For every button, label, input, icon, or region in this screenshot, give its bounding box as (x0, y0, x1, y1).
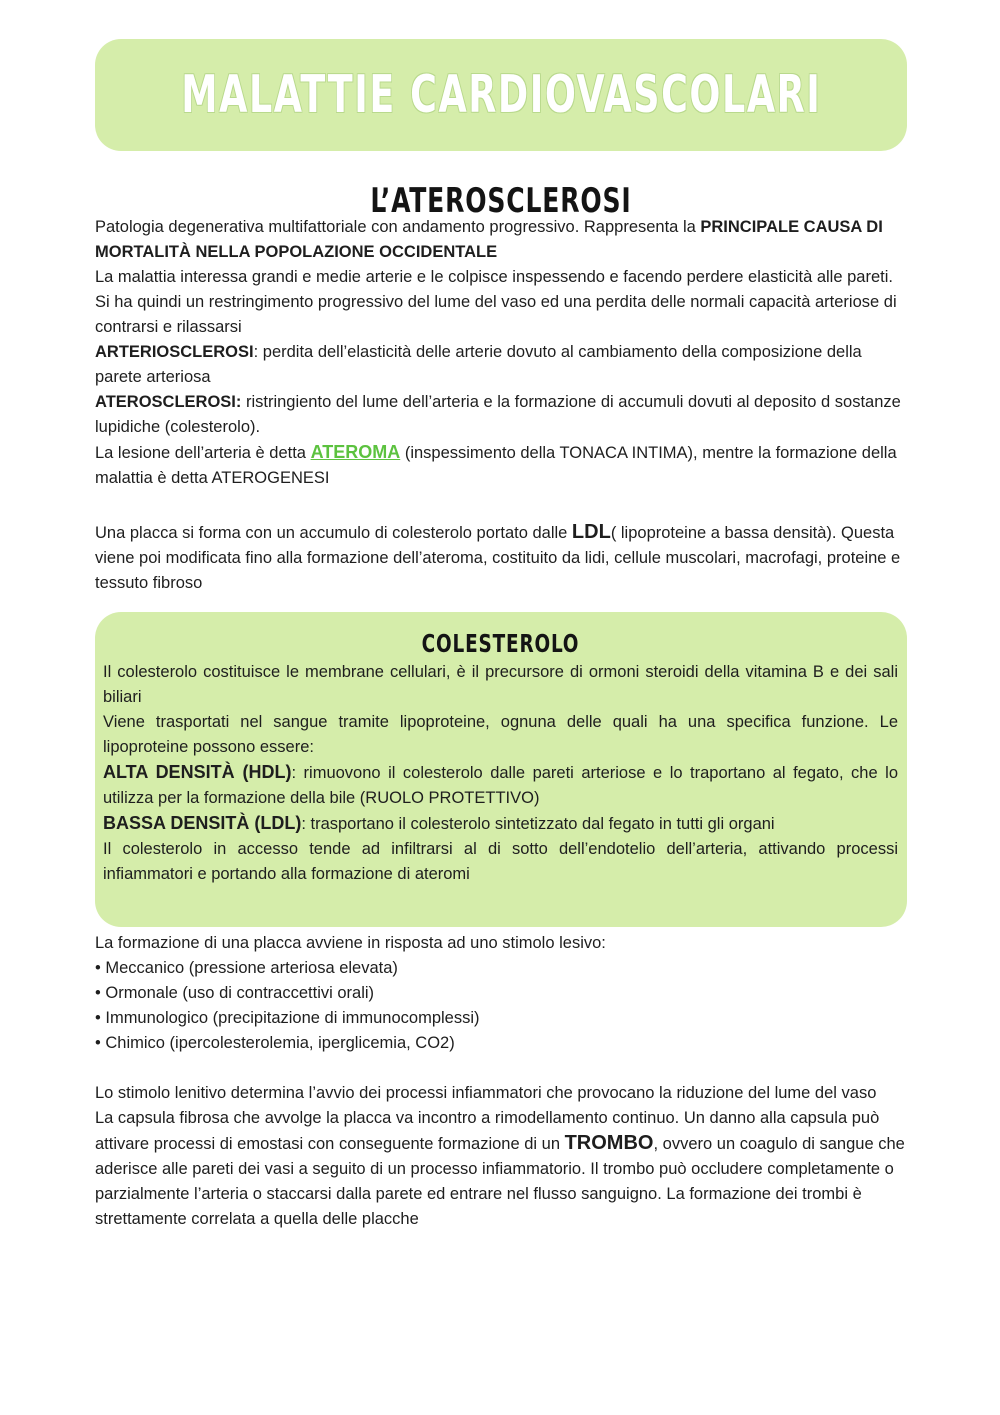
closing-text-start: La capsula fibrosa che avvolge la placca va incontro a rimodellamento continuo. Un danno alla capsula può attivare processi di emostasi con conseguente formazione di un (95, 1109, 880, 1153)
list-item: • Immunologico (precipitazione di immunocomplessi) (95, 1009, 480, 1027)
lesion-text-start: La lesione dell’arteria è detta (95, 444, 311, 462)
arteriosclerosi-term: ARTERIOSCLEROSI (95, 343, 254, 361)
ldl-text: : trasportano il colesterolo sintetizzato dal fegato in tutti gli organi (301, 815, 775, 833)
ateroma-link[interactable]: ATEROMA (310, 442, 401, 462)
hdl-term: ALTA DENSITÀ (HDL) (103, 762, 292, 782)
description-paragraph: La malattia interessa grandi e medie arterie e le colpisce inspessendo e facendo perdere elasticità alle pareti. Si ha quindi un restringimento progressivo del lume del vaso ed una perdita delle normali capacità arteriose di contrarsi e rilassarsi (95, 268, 897, 336)
spacer (95, 491, 907, 516)
list-item: • Ormonale (uso di contraccettivi orali) (95, 984, 375, 1002)
intro-paragraph (95, 215, 907, 265)
ldl-definition (103, 811, 898, 837)
arteriosclerosi-text: : perdita dell’elasticità delle arterie dovuto al cambiamento della composizione della parete arteriosa (95, 343, 862, 386)
closing-paragraph-1: Lo stimolo lenitivo determina l’avvio dei processi infiammatori che provocano la riduzione del lume del vaso (95, 1084, 877, 1102)
colesterolo-paragraph-1: Il colesterolo costituisce le membrane cellulari, è il precursore di ormoni steroidi della vitamina B e dei sali biliari (103, 663, 898, 706)
ldl-term: BASSA DENSITÀ (LDL) (103, 813, 302, 833)
aterosclerosi-text: ristringiento del lume dell’arteria e la formazione di accumuli dovuti al deposito d sostanze lupidiche (colesterolo). (95, 393, 901, 436)
page-title: MALATTIE CARDIOVASCOLARI (180, 65, 822, 125)
spacer (95, 1056, 907, 1081)
aterosclerosi-definition (95, 390, 907, 440)
placca-paragraph (95, 520, 907, 596)
colesterolo-paragraph-2: Viene trasportati nel sangue tramite lipoproteine, ognuna delle quali ha una specifica funzione. Le lipoproteine possono essere: (103, 713, 898, 756)
intro-text: Patologia degenerativa multifattoriale con andamento progressivo. Rappresenta la (95, 218, 701, 236)
trombo-highlight: TROMBO (564, 1132, 654, 1154)
intro-emphasis: PRINCIPALE CAUSA DI MORTALITÀ NELLA POPOLAZIONE OCCIDENTALE (95, 218, 883, 261)
list-item: • Meccanico (pressione arteriosa elevata) (95, 959, 398, 977)
stimulus-list (95, 956, 907, 1056)
hdl-text: : rimuovono il colesterolo dalle pareti arteriose e lo traportano al fegato, che lo utilizza per la formazione della bile (RUOLO PROTETTIVO) (103, 764, 898, 807)
colesterolo-box (95, 612, 907, 927)
closing-text-end: , ovvero un coagulo di sangue che aderisce alle pareti dei vasi a seguito di un processo infiammatorio. Il trombo può occludere completamente o parzialmente l’arteria o staccarsi dalla parete ed entrare nel flusso sanguigno. La formazione dei trombi è strettamente correlata a quella delle placche (95, 1135, 905, 1228)
ldl-highlight: LDL (571, 521, 611, 543)
colesterolo-heading: COLESTEROLO (421, 629, 580, 658)
colesterolo-content (103, 660, 898, 887)
section-heading-aterosclerosi: L’ATEROSCLEROSI (370, 181, 632, 221)
hdl-definition (103, 760, 898, 811)
lesion-paragraph (95, 440, 907, 491)
colesterolo-paragraph-3: Il colesterolo in accesso tende ad infiltrarsi al di sotto dell’endotelio dell’arteria, attivando processi infiammatori e portando alla formazione di ateromi (103, 840, 898, 883)
document-page (95, 39, 907, 1232)
closing-paragraph-2 (95, 1106, 907, 1232)
formation-section (95, 931, 907, 1232)
arteriosclerosi-definition (95, 340, 907, 390)
placca-text-start: Una placca si forma con un accumulo di colesterolo portato dalle (95, 524, 572, 542)
aterosclerosi-term: ATEROSCLEROSI: (95, 393, 242, 411)
lesion-text-end: (inspessimento della TONACA INTIMA), mentre la formazione della malattia è detta ATEROGENESI (95, 444, 897, 487)
placca-text-end: ( lipoproteine a bassa densità). Questa viene poi modificata fino alla formazione dell’ateroma, costituito da lidi, cellule muscolari, macrofagi, proteine e tessuto fibroso (95, 524, 901, 592)
title-banner (95, 39, 907, 151)
list-item: • Chimico (ipercolesterolemia, iperglicemia, CO2) (95, 1034, 455, 1052)
aterosclerosi-section (95, 215, 907, 596)
formation-intro: La formazione di una placca avviene in risposta ad uno stimolo lesivo: (95, 934, 606, 952)
